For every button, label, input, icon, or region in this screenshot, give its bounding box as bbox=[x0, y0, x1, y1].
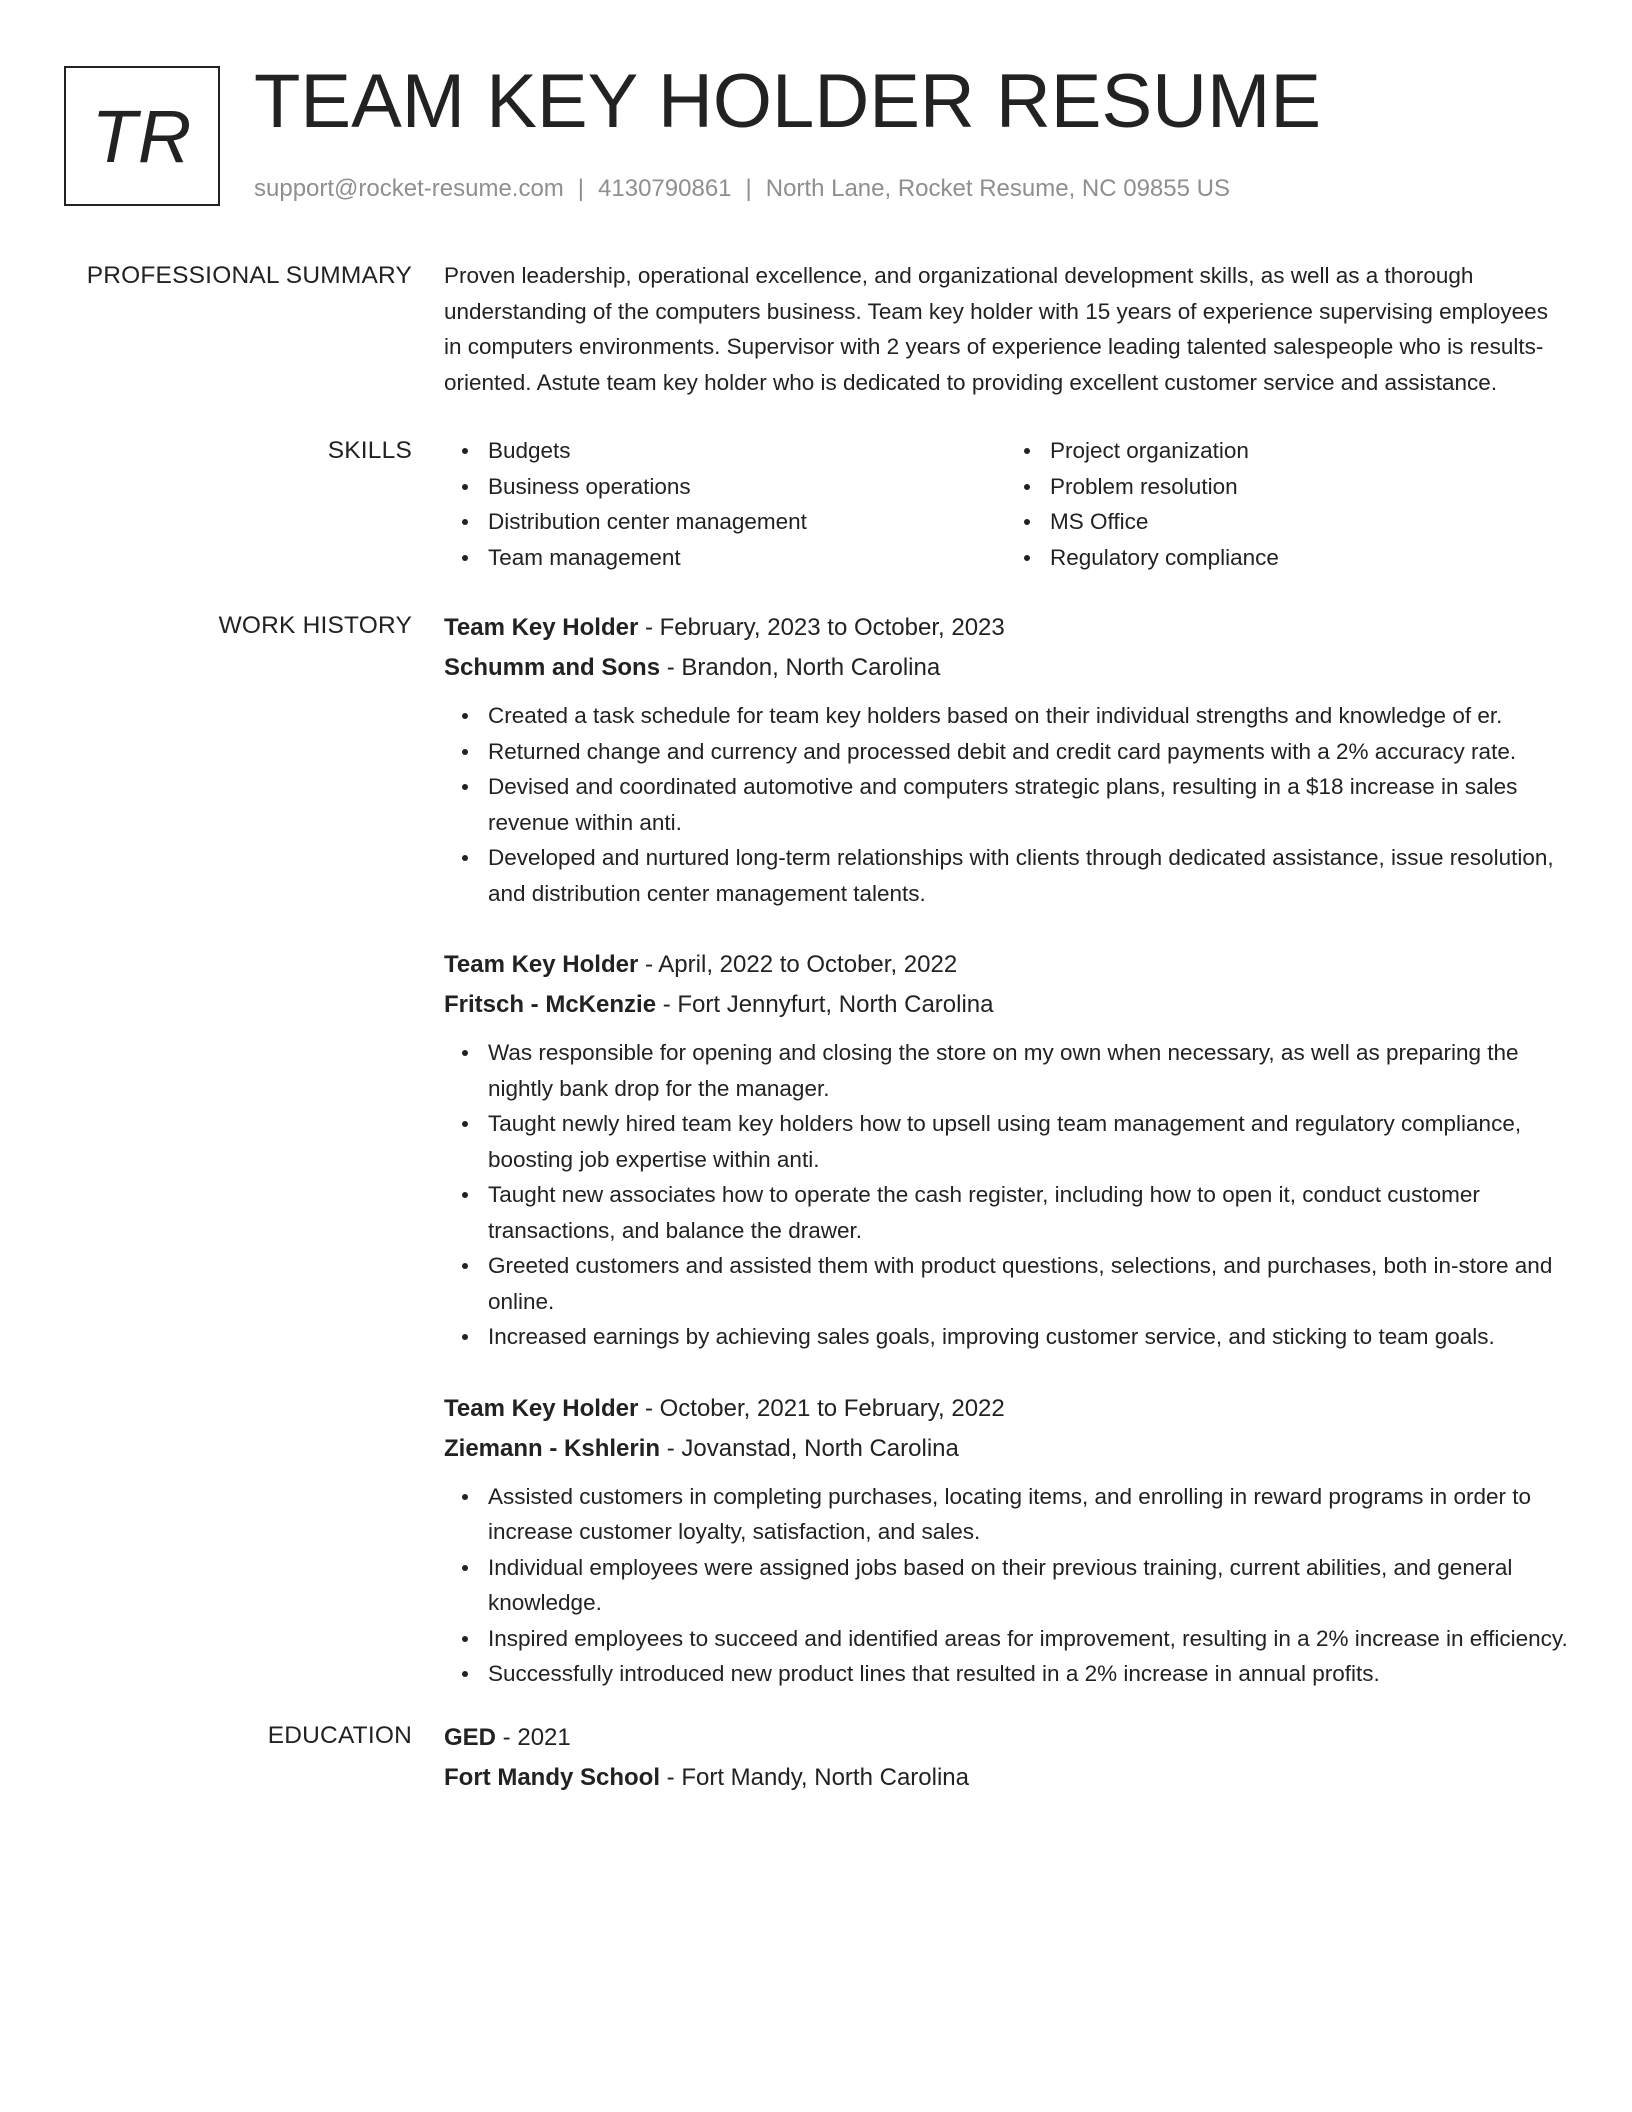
job-bullet: Inspired employees to succeed and identified areas for improvement, resulting in a 2% increase in efficiency. bbox=[488, 1621, 1568, 1657]
skills-grid bbox=[444, 433, 1568, 575]
education-location: - Fort Mandy, North Carolina bbox=[660, 1763, 969, 1791]
skill-item: Business operations bbox=[488, 469, 1006, 505]
job-location: - Brandon, North Carolina bbox=[660, 654, 941, 681]
job-bullet: Taught newly hired team key holders how to upsell using team management and regulatory compliance, boosting job expertise within anti. bbox=[488, 1106, 1568, 1177]
section-label: SKILLS bbox=[327, 437, 412, 464]
job-location: - Fort Jennyfurt, North Carolina bbox=[656, 991, 994, 1018]
skill-item: Distribution center management bbox=[488, 504, 1006, 540]
skill-item: Budgets bbox=[488, 433, 1006, 469]
contact-email[interactable]: support@rocket-resume.com bbox=[254, 175, 564, 202]
job-company: Ziemann - Kshlerin bbox=[444, 1434, 661, 1462]
contact-address: North Lane, Rocket Resume, NC 09855 US bbox=[765, 175, 1230, 202]
job-bullet: Was responsible for opening and closing the store on my own when necessary, as well as preparing the nightly bank drop for the manager. bbox=[488, 1035, 1568, 1106]
job-title: Team Key Holder bbox=[444, 1394, 639, 1422]
skill-item: MS Office bbox=[1050, 504, 1568, 540]
education-degree: GED bbox=[444, 1723, 497, 1751]
section-label: EDUCATION bbox=[267, 1721, 412, 1749]
education-degree-line bbox=[444, 1718, 1568, 1758]
job-bullet: Individual employees were assigned jobs based on their previous training, current abilities, and general knowledge. bbox=[488, 1550, 1568, 1621]
job-bullet: Taught new associates how to operate the cash register, including how to open it, conduct customer transactions, and balance the drawer. bbox=[488, 1177, 1568, 1248]
skills-section bbox=[64, 433, 1568, 575]
job-bullets bbox=[444, 1479, 1568, 1692]
work-history-body bbox=[444, 608, 1568, 1692]
education-school-line bbox=[444, 1758, 1568, 1798]
skills-body bbox=[444, 433, 1568, 575]
job-location: - Jovanstad, North Carolina bbox=[660, 1434, 959, 1462]
job-bullets bbox=[444, 698, 1568, 911]
job-bullet: Devised and coordinated automotive and computers strategic plans, resulting in a $18 increase in sales revenue within anti. bbox=[488, 769, 1568, 840]
job-company-line bbox=[444, 648, 1568, 688]
job-title: Team Key Holder bbox=[444, 614, 639, 641]
job-dates: - April, 2022 to October, 2022 bbox=[638, 951, 958, 978]
contact-separator: | bbox=[577, 175, 585, 202]
job-bullet: Returned change and currency and processed debit and credit card payments with a 2% accuracy rate. bbox=[488, 734, 1568, 770]
work-history-section bbox=[64, 608, 1568, 1692]
section-label: PROFESSIONAL SUMMARY bbox=[86, 262, 412, 289]
job-title-line bbox=[444, 608, 1568, 648]
job-bullet: Created a task schedule for team key holders based on their individual strengths and knowledge of er. bbox=[488, 698, 1568, 734]
skill-item: Regulatory compliance bbox=[1050, 540, 1568, 576]
contact-line bbox=[254, 172, 1230, 206]
monogram: TR bbox=[64, 66, 220, 206]
job-entry bbox=[444, 1389, 1568, 1692]
job-bullets bbox=[444, 1035, 1568, 1355]
education-body bbox=[444, 1718, 1568, 1798]
job-entry bbox=[444, 945, 1568, 1355]
job-bullet: Assisted customers in completing purchases, locating items, and enrolling in reward programs in order to increase customer loyalty, satisfaction, and sales. bbox=[488, 1479, 1568, 1550]
job-entry bbox=[444, 608, 1568, 911]
education-section bbox=[64, 1718, 1568, 1798]
job-company: Fritsch - McKenzie bbox=[444, 991, 657, 1018]
resume-content bbox=[64, 258, 1568, 1798]
skill-item: Project organization bbox=[1050, 433, 1568, 469]
contact-phone[interactable]: 4130790861 bbox=[598, 175, 732, 202]
professional-summary-section bbox=[64, 258, 1568, 400]
summary-text: Proven leadership, operational excellence, and organizational development skills, as well as a thorough understanding of the computers business. Team key holder with 15 years of experience supervising employees in computers environments. Supervisor with 2 years of experience leading talented salespeople who is results-oriented. Astute team key holder who is dedicated to providing excellent customer service and assistance. bbox=[444, 263, 1548, 395]
job-bullet: Increased earnings by achieving sales goals, improving customer service, and sticking to team goals. bbox=[488, 1319, 1568, 1355]
skills-column-right bbox=[1006, 433, 1568, 575]
job-bullet: Greeted customers and assisted them with product questions, selections, and purchases, both in-store and online. bbox=[488, 1248, 1568, 1319]
contact-separator: | bbox=[745, 175, 752, 202]
job-title-line bbox=[444, 1389, 1568, 1429]
job-bullet: Successfully introduced new product lines that resulted in a 2% increase in annual profits. bbox=[488, 1656, 1568, 1692]
skills-column-left bbox=[444, 433, 1006, 575]
education-year: - 2021 bbox=[496, 1723, 571, 1751]
page-title: TEAM KEY HOLDER RESUME bbox=[254, 59, 1322, 144]
job-dates: - February, 2023 to October, 2023 bbox=[638, 614, 1005, 641]
skill-item: Team management bbox=[488, 540, 1006, 576]
job-bullet: Developed and nurtured long-term relationships with clients through dedicated assistance, issue resolution, and distribution center management talents. bbox=[488, 840, 1568, 911]
job-title-line bbox=[444, 945, 1568, 985]
section-label: WORK HISTORY bbox=[218, 612, 412, 639]
education-school: Fort Mandy School bbox=[444, 1763, 660, 1791]
job-dates: - October, 2021 to February, 2022 bbox=[638, 1394, 1005, 1422]
skill-item: Problem resolution bbox=[1050, 469, 1568, 505]
job-company: Schumm and Sons bbox=[444, 654, 661, 681]
job-title: Team Key Holder bbox=[444, 951, 639, 978]
job-company-line bbox=[444, 985, 1568, 1025]
job-company-line bbox=[444, 1429, 1568, 1469]
